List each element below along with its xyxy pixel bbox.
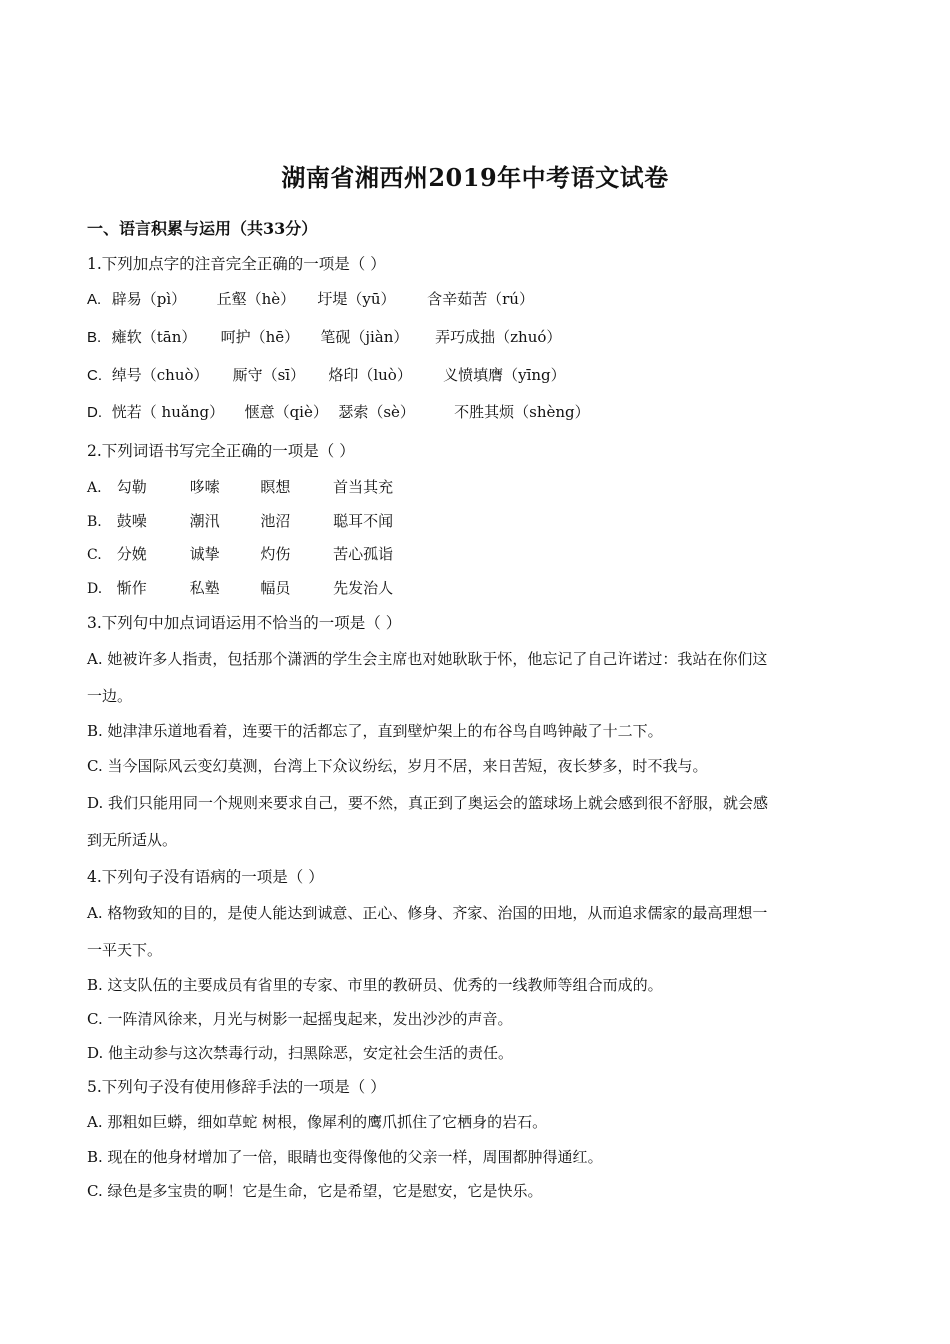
question-4-option-b: B. 这支队伍的主要成员有省里的专家、市里的教研员、优秀的一线教师等组合而成的。 <box>87 976 663 994</box>
question-4-option-d: D. 他主动参与这次禁毒行动，扫黑除恶，安定社会生活的责任。 <box>87 1044 514 1062</box>
question-2-option-b: B. 鼓噪 潮汛 池沼 聪耳不闻 <box>87 512 394 530</box>
question-1-option-d: D. 恍若（ huǎng） 惬意（qiè） 瑟索（sè） 不胜其烦（shèng） <box>87 403 590 421</box>
question-1-option-a: A. 辟易（pì） 丘壑（hè） 圩堤（yū） 含辛茹苦（rú） <box>87 290 534 308</box>
question-3-option-b: B. 她津津乐道地看着，连要干的活都忘了，直到壁炉架上的布谷鸟自鸣钟敲了十二下。 <box>87 722 663 740</box>
question-3-option-d-line-2: 到无所适从。 <box>87 831 178 849</box>
question-5-option-c: C. 绿色是多宝贵的啊！它是生命，它是希望，它是慰安，它是快乐。 <box>87 1182 543 1200</box>
question-2-option-d: D. 惭作 私塾 幅员 先发治人 <box>87 579 394 597</box>
question-3-stem: 3.下列句中加点词语运用不恰当的一项是（ ） <box>87 614 402 632</box>
question-5-stem: 5.下列句子没有使用修辞手法的一项是（ ） <box>87 1078 386 1096</box>
question-3-option-c: C. 当今国际风云变幻莫测，台湾上下众议纷纭，岁月不居，来日苦短，夜长梦多，时不我与。 <box>87 757 708 775</box>
question-1-stem: 1.下列加点字的注音完全正确的一项是（ ） <box>87 255 386 273</box>
question-4-option-c: C. 一阵清风徐来，月光与树影一起摇曳起来，发出沙沙的声音。 <box>87 1010 513 1028</box>
question-3-option-a-line-1: A. 她被许多人指责，包括那个潇洒的学生会主席也对她耿耿于怀，他忘记了自己许诺过：我站在你们这 <box>87 650 768 668</box>
question-4-option-a-line-2: 一平天下。 <box>87 941 163 959</box>
question-4-option-a-line-1: A. 格物致知的目的，是使人能达到诚意、正心、修身、齐家、治国的田地，从而追求儒家的最高理想一 <box>87 904 768 922</box>
question-5-option-a: A. 那粗如巨蟒，细如草蛇 树根，像犀利的鹰爪抓住了它栖身的岩石。 <box>87 1113 548 1131</box>
page-title: 湖南省湘西州2019年中考语文试卷 <box>281 163 669 192</box>
question-1-option-b: B. 瘫软（tān） 呵护（hē） 笔砚（jiàn） 弄巧成拙（zhuó） <box>87 328 562 346</box>
question-2-option-a: A. 勾勒 哆嗦 瞑想 首当其充 <box>87 478 394 496</box>
question-2-option-c: C. 分娩 诚挚 灼伤 苦心孤诣 <box>87 545 394 563</box>
question-3-option-d-line-1: D. 我们只能用同一个规则来要求自己，要不然，真正到了奥运会的篮球场上就会感到很不舒服，就会感 <box>87 794 769 812</box>
question-5-option-b: B. 现在的他身材增加了一倍，眼睛也变得像他的父亲一样，周围都肿得通红。 <box>87 1148 603 1166</box>
question-3-option-a-line-2: 一边。 <box>87 687 133 705</box>
question-1-option-c: C. 绰号（chuò） 厮守（sī） 烙印（luò） 义愤填膺（yīng） <box>87 366 566 384</box>
section-heading: 一、语言积累与运用（共33分） <box>87 219 318 238</box>
question-2-stem: 2.下列词语书写完全正确的一项是（ ） <box>87 442 355 460</box>
question-4-stem: 4.下列句子没有语病的一项是（ ） <box>87 868 324 886</box>
